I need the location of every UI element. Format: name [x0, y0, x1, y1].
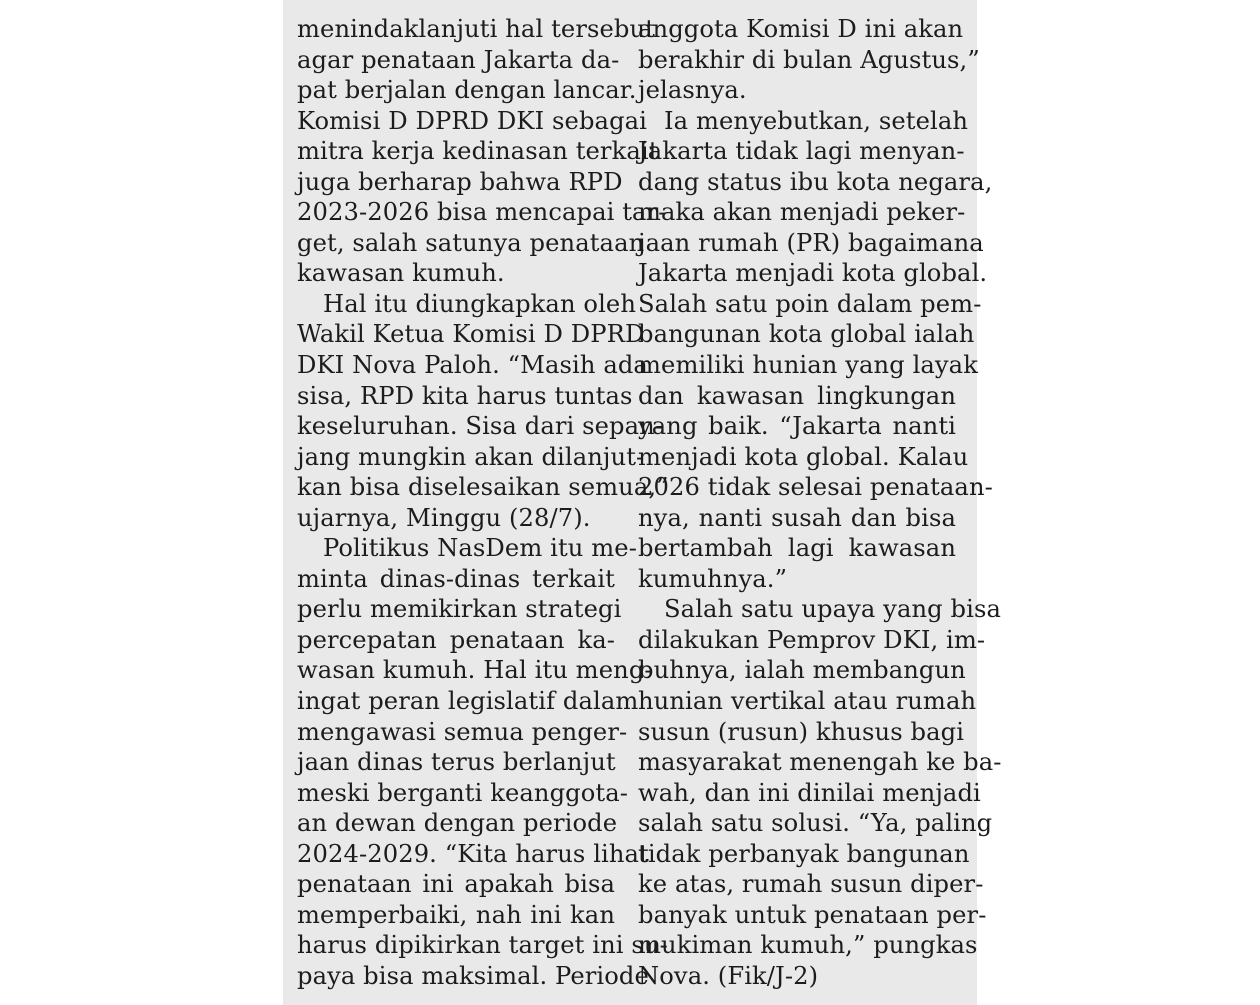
- text-line: wasan kumuh. Hal itu meng-: [297, 656, 653, 685]
- text-line: yang baik. “Jakarta nanti: [638, 412, 956, 441]
- text-line: menjadi kota global. Kalau: [638, 442, 969, 471]
- text-line: perlu memikirkan strategi: [297, 595, 622, 624]
- text-line: ingat peran legislatif dalam: [297, 687, 639, 716]
- text-line: DKI Nova Paloh. “Masih ada: [297, 351, 648, 380]
- text-line: minta dinas-dinas terkait: [297, 564, 615, 593]
- text-line: maka akan menjadi peker-: [638, 198, 966, 227]
- text-line: 2024-2029. “Kita harus lihat: [297, 839, 649, 868]
- text-line: bangunan kota global ialah: [638, 320, 975, 349]
- newspaper-clipping: [283, 0, 1002, 1005]
- text-line: sisa, RPD kita harus tuntas: [297, 381, 633, 410]
- text-line: tidak perbanyak bangunan: [638, 839, 970, 868]
- text-line: mengawasi semua penger-: [297, 717, 628, 746]
- text-line: Salah satu poin dalam pem-: [638, 289, 982, 318]
- text-line: paya bisa maksimal. Periode: [297, 961, 649, 990]
- text-line: get, salah satunya penataan: [297, 228, 645, 257]
- text-line: 2023-2026 bisa mencapai tar-: [297, 198, 667, 227]
- text-line: anggota Komisi D ini akan: [638, 15, 964, 43]
- text-line: jang mungkin akan dilanjut-: [297, 442, 645, 471]
- text-line: memperbaiki, nah ini kan: [297, 900, 615, 929]
- text-line: juga berharap bahwa RPD: [297, 167, 623, 196]
- text-line: jelasnya.: [638, 76, 747, 105]
- text-line: Nova. (Fik/J-2): [638, 961, 819, 990]
- text-line: an dewan dengan periode: [297, 809, 618, 838]
- text-line: mitra kerja kedinasan terkait: [297, 137, 659, 166]
- text-line: 2026 tidak selesai penataan-: [638, 473, 993, 502]
- text-line: masyarakat menengah ke ba-: [638, 748, 1002, 777]
- text-line: percepatan penataan ka-: [297, 625, 615, 654]
- text-line: Jakarta menjadi kota global.: [638, 259, 988, 288]
- text-line: penataan ini apakah bisa: [297, 870, 615, 899]
- text-line: salah satu solusi. “Ya, paling: [638, 809, 993, 838]
- text-line: jaan dinas terus berlanjut: [297, 748, 616, 777]
- text-line: susun (rusun) khusus bagi: [638, 717, 965, 746]
- text-line: Wakil Ketua Komisi D DPRD: [297, 320, 645, 349]
- text-line: bertambah lagi kawasan: [638, 534, 956, 563]
- text-line: Hal itu diungkapkan oleh: [323, 289, 637, 318]
- text-line: pat berjalan dengan lancar.: [297, 76, 637, 105]
- text-line: dan kawasan lingkungan: [638, 381, 956, 410]
- text-line: jaan rumah (PR) bagaimana: [638, 228, 984, 257]
- text-line: berakhir di bulan Agustus,”: [638, 45, 980, 74]
- text-line: mukiman kumuh,” pungkas: [638, 931, 978, 960]
- text-line: kawasan kumuh.: [297, 259, 505, 288]
- text-line: Komisi D DPRD DKI sebagai: [297, 106, 648, 135]
- text-line: harus dipikirkan target ini su-: [297, 931, 668, 960]
- text-line: ke atas, rumah susun diper-: [638, 870, 984, 899]
- text-line: agar penataan Jakarta da-: [297, 45, 620, 74]
- text-line: menindaklanjuti hal tersebut: [297, 15, 655, 43]
- text-line: nya, nanti susah dan bisa: [638, 503, 956, 532]
- text-line: buhnya, ialah membangun: [638, 656, 966, 685]
- text-line: Politikus NasDem itu me-: [323, 534, 637, 563]
- text-line: ujarnya, Minggu (28/7).: [297, 503, 591, 532]
- text-line: wah, dan ini dinilai menjadi: [638, 778, 981, 807]
- text-line: meski berganti keanggota-: [297, 778, 629, 807]
- text-line: kumuhnya.”: [638, 564, 788, 593]
- text-line: Salah satu upaya yang bisa: [664, 595, 1001, 624]
- text-line: memiliki hunian yang layak: [638, 351, 978, 380]
- text-line: keseluruhan. Sisa dari sepan-: [297, 412, 664, 441]
- text-line: kan bisa diselesaikan semua,”: [297, 473, 669, 502]
- article-column-right: [638, 14, 1002, 992]
- text-line: Ia menyebutkan, setelah: [664, 106, 969, 135]
- text-line: dang status ibu kota negara,: [638, 167, 993, 196]
- article-column-left: [297, 14, 669, 992]
- text-line: banyak untuk penataan per-: [638, 900, 987, 929]
- text-line: dilakukan Pemprov DKI, im-: [638, 625, 986, 654]
- text-line: Jakarta tidak lagi menyan-: [638, 137, 965, 166]
- text-line: hunian vertikal atau rumah: [638, 687, 977, 716]
